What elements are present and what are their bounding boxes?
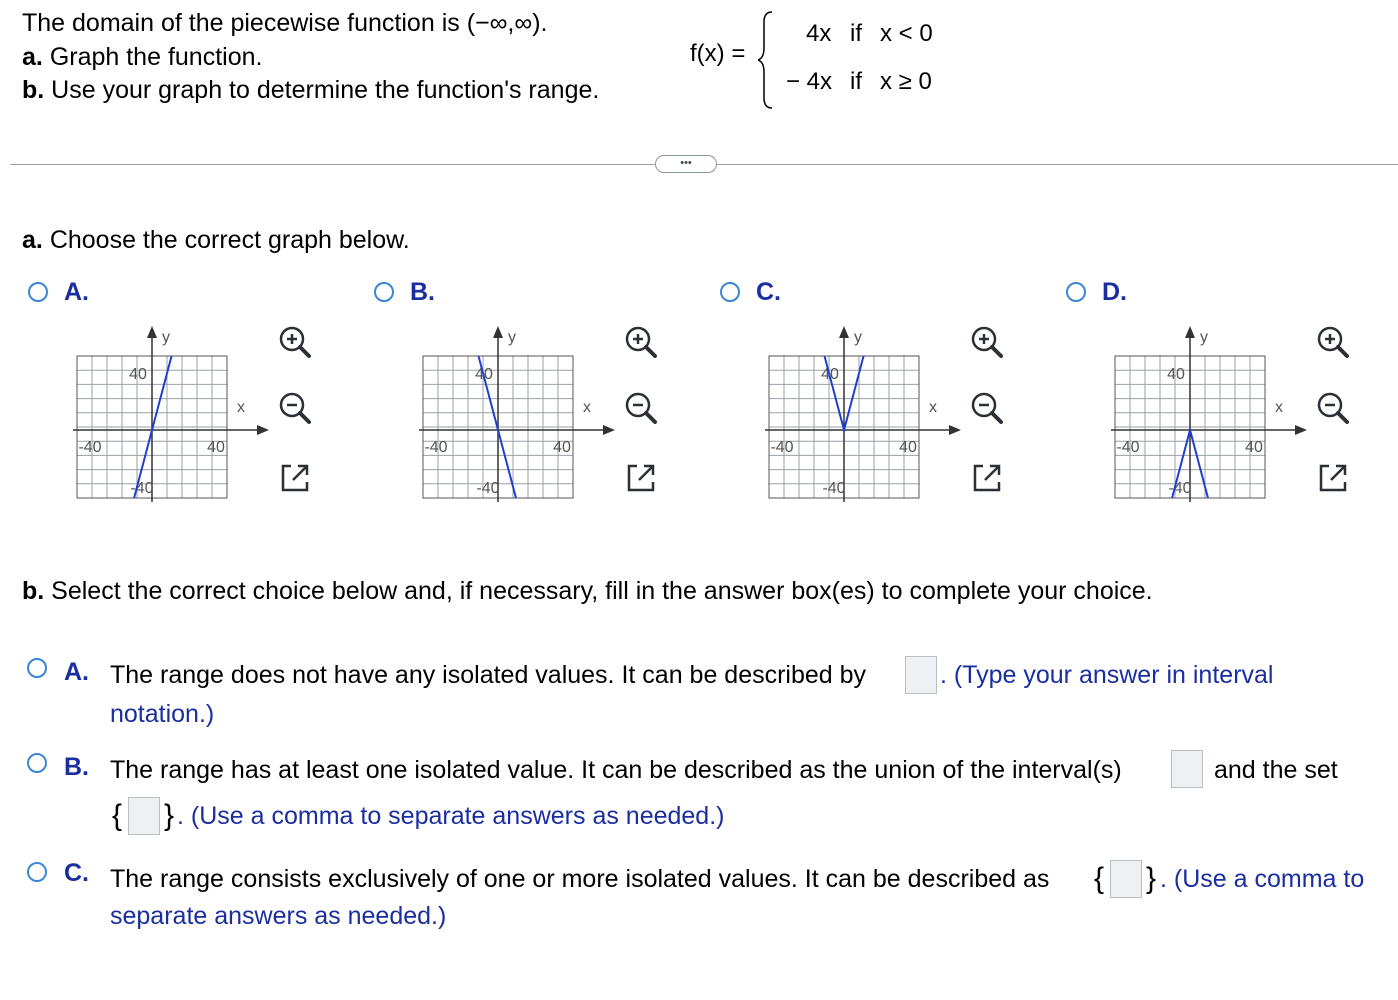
range-option-b-set-input[interactable] bbox=[128, 797, 160, 835]
y-axis-label: y bbox=[162, 329, 170, 346]
y-tick-label-40: 40 bbox=[129, 366, 147, 384]
y-tick-label-neg-40: -40 bbox=[476, 479, 500, 497]
pop-out-icon[interactable] bbox=[1311, 456, 1355, 500]
graph-option-d-plot[interactable] bbox=[1093, 318, 1313, 508]
y-axis-arrow-icon bbox=[1185, 326, 1195, 338]
graph-option-a-radio[interactable] bbox=[28, 282, 48, 302]
x-tick-label-40: 40 bbox=[207, 439, 225, 456]
range-option-b-letter: B. bbox=[64, 753, 89, 781]
function-brace bbox=[758, 10, 778, 110]
x-tick-label-neg-40: -40 bbox=[424, 439, 448, 456]
zoom-in-icon[interactable] bbox=[965, 320, 1009, 364]
zoom-out-icon[interactable] bbox=[619, 386, 663, 430]
part-b-prompt bbox=[22, 576, 1153, 606]
y-axis-label: y bbox=[1200, 329, 1208, 346]
graph-option-a-plot[interactable] bbox=[55, 318, 275, 508]
problem-line-2 bbox=[22, 42, 262, 72]
function-piece-2-expr: − 4x bbox=[786, 68, 833, 95]
problem-line-2-text: Graph the function. bbox=[49, 43, 263, 71]
y-tick-label-neg-40: -40 bbox=[1168, 479, 1192, 497]
part-b-prompt-text: Select the correct choice below and, if necessary, fill in the answer box(es) to complete your choice. bbox=[51, 577, 1153, 605]
function-piece-2-cond: x ≥ 0 bbox=[880, 68, 932, 95]
zoom-in-icon[interactable] bbox=[273, 320, 317, 364]
zoom-out-icon[interactable] bbox=[965, 386, 1009, 430]
y-tick-label-40: 40 bbox=[821, 366, 839, 384]
range-option-b-radio[interactable] bbox=[27, 753, 47, 773]
zoom-in-icon[interactable] bbox=[1311, 320, 1355, 364]
problem-line-3-text: Use your graph to determine the function's range. bbox=[51, 76, 600, 104]
graph-option-b-radio[interactable] bbox=[374, 282, 394, 302]
range-option-a-letter: A. bbox=[64, 658, 89, 686]
range-option-c-set-input[interactable] bbox=[1110, 860, 1142, 898]
function-piece-1-if: if bbox=[850, 20, 862, 47]
range-option-c-text: The range consists exclusively of one or more isolated values. It can be described as bbox=[110, 865, 1050, 893]
range-option-a-text: The range does not have any isolated values. It can be described by bbox=[110, 661, 867, 689]
x-tick-label-40: 40 bbox=[553, 439, 571, 456]
x-tick-label-neg-40: -40 bbox=[78, 439, 102, 456]
part-b-label: b. bbox=[22, 577, 45, 605]
part-a-prompt bbox=[22, 225, 410, 255]
x-tick-label-40: 40 bbox=[899, 439, 917, 456]
x-axis-arrow-icon bbox=[1295, 425, 1307, 435]
zoom-out-icon[interactable] bbox=[1311, 386, 1355, 430]
problem-line-2-label: a. bbox=[22, 43, 43, 71]
function-lhs: f(x) = bbox=[690, 40, 746, 67]
function-piece-1-cond: x < 0 bbox=[880, 20, 933, 47]
graph-option-b-plot[interactable] bbox=[401, 318, 621, 508]
range-option-c-radio[interactable] bbox=[27, 862, 47, 882]
range-option-b-hint: . (Use a comma to separate answers as needed.) bbox=[177, 802, 725, 830]
pop-out-icon[interactable] bbox=[965, 456, 1009, 500]
x-axis-arrow-icon bbox=[603, 425, 615, 435]
function-piece-1-expr: 4x bbox=[806, 20, 832, 47]
part-a-prompt-text: Choose the correct graph below. bbox=[49, 226, 410, 254]
range-option-b-text-2: and the set bbox=[1214, 756, 1338, 784]
range-option-a-input[interactable] bbox=[905, 656, 937, 694]
range-option-b-brace-close: } bbox=[164, 799, 175, 832]
y-tick-label-neg-40: -40 bbox=[822, 479, 846, 497]
x-tick-label-neg-40: -40 bbox=[1116, 439, 1140, 456]
range-option-b-text: The range has at least one isolated value. It can be described as the union of the interval(s) bbox=[110, 756, 1122, 784]
range-option-c-hint-2: separate answers as needed.) bbox=[110, 902, 447, 930]
problem-line-3 bbox=[22, 75, 599, 105]
x-axis-label: x bbox=[237, 399, 245, 416]
y-axis-arrow-icon bbox=[147, 326, 157, 338]
problem-line-1: The domain of the piecewise function is (−∞,∞). bbox=[22, 9, 548, 37]
y-axis-label: y bbox=[508, 329, 516, 346]
graph-option-a-letter: A. bbox=[64, 278, 89, 306]
y-tick-label-40: 40 bbox=[1167, 366, 1185, 384]
y-axis-arrow-icon bbox=[493, 326, 503, 338]
graph-option-d-letter: D. bbox=[1102, 278, 1127, 306]
graph-option-b-letter: B. bbox=[410, 278, 435, 306]
pop-out-icon[interactable] bbox=[273, 456, 317, 500]
graph-option-c-letter: C. bbox=[756, 278, 781, 306]
x-axis-arrow-icon bbox=[257, 425, 269, 435]
x-tick-label-neg-40: -40 bbox=[770, 439, 794, 456]
range-option-c-hint-1: . (Use a comma to bbox=[1160, 865, 1365, 893]
zoom-in-icon[interactable] bbox=[619, 320, 663, 364]
part-a-label: a. bbox=[22, 226, 43, 254]
x-tick-label-40: 40 bbox=[1245, 439, 1263, 456]
range-option-a-hint-1: . (Type your answer in interval bbox=[940, 661, 1274, 689]
graph-option-c-plot[interactable] bbox=[747, 318, 967, 508]
x-axis-label: x bbox=[1275, 399, 1283, 416]
y-axis-label: y bbox=[854, 329, 862, 346]
y-tick-label-40: 40 bbox=[475, 366, 493, 384]
x-axis-arrow-icon bbox=[949, 425, 961, 435]
function-piece-2-if: if bbox=[850, 68, 862, 95]
problem-line-3-label: b. bbox=[22, 76, 45, 104]
range-option-c-brace-open: { bbox=[1094, 862, 1105, 895]
y-axis-arrow-icon bbox=[839, 326, 849, 338]
x-axis-label: x bbox=[929, 399, 937, 416]
range-option-a-hint-2: notation.) bbox=[110, 700, 215, 728]
range-option-a-radio[interactable] bbox=[27, 658, 47, 678]
range-option-c-letter: C. bbox=[64, 859, 89, 887]
y-tick-label-neg-40: -40 bbox=[130, 479, 154, 497]
range-option-c-brace-close: } bbox=[1146, 862, 1157, 895]
graph-option-c-radio[interactable] bbox=[720, 282, 740, 302]
zoom-out-icon[interactable] bbox=[273, 386, 317, 430]
pop-out-icon[interactable] bbox=[619, 456, 663, 500]
range-option-b-brace-open: { bbox=[112, 799, 123, 832]
graph-option-d-radio[interactable] bbox=[1066, 282, 1086, 302]
expand-button[interactable]: ••• bbox=[655, 155, 717, 173]
x-axis-label: x bbox=[583, 399, 591, 416]
range-option-b-interval-input[interactable] bbox=[1171, 750, 1203, 788]
